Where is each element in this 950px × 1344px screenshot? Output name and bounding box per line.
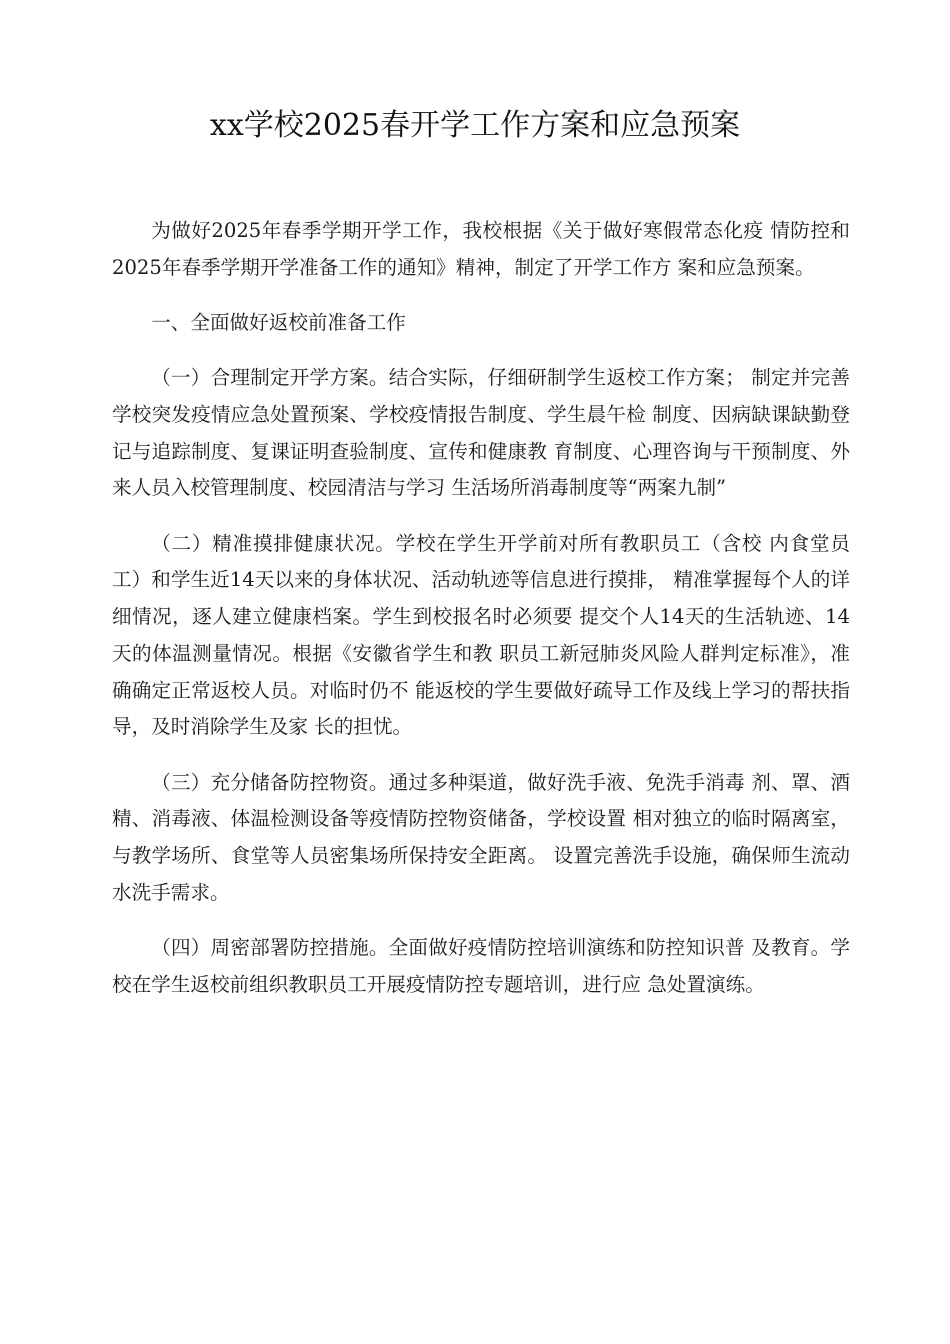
paragraph-measures: （四）周密部署防控措施。全面做好疫情防控培训演练和防控知识普 及教育。学校在学生返校前组织教职员工开展疫情防控专题培训，进行应 急处置演练。	[112, 935, 850, 996]
paragraph-supplies: （三）充分储备防控物资。通过多种渠道，做好洗手液、免洗手消毒 剂、罩、酒精、消毒液、体温检测设备等疫情防控物资储备，学校设置 相对独立的临时隔离室，与教学场所、食堂等人员密集场所保持安全距离。 设置完善洗手设施，确保师生流动水洗手需求。	[112, 770, 850, 904]
paragraph-plan: （一）合理制定开学方案。结合实际，仔细研制学生返校工作方案； 制定并完善学校突发疫情应急处置预案、学校疫情报告制度、学生晨午检 制度、因病缺课缺勤登记与追踪制度、复课证明查验制度、宣传和健康教 育制度、心理咨询与干预制度、外来人员入校管理制度、校园清洁与学习 生活场所消毒制度等“两案九制”	[112, 366, 850, 500]
paragraph-health-check: （二）精准摸排健康状况。学校在学生开学前对所有教职员工（含校 内食堂员工）和学生近14天以来的身体状况、活动轨迹等信息进行摸排， 精准掌握每个人的详细情况，逐人建立健康档案。学生到校报名时必须要 提交个人14天的生活轨迹、14天的体温测量情况。根据《安徽省学生和教 职员工新冠肺炎风险人群判定标准》，准确确定正常返校人员。对临时仍不 能返校的学生要做好疏导工作及线上学习的帮扶指导，及时消除学生及家 长的担忧。	[112, 531, 850, 739]
section-heading: 一、全面做好返校前准备工作	[151, 311, 406, 334]
paragraph-intro: 为做好2025年春季学期开学工作，我校根据《关于做好寒假常态化疫 情防控和2025年春季学期开学准备工作的通知》精神，制定了开学工作方 案和应急预案。	[112, 219, 850, 279]
document-title: xx学校2025春开学工作方案和应急预案	[209, 108, 741, 143]
document-body	[112, 213, 850, 1022]
